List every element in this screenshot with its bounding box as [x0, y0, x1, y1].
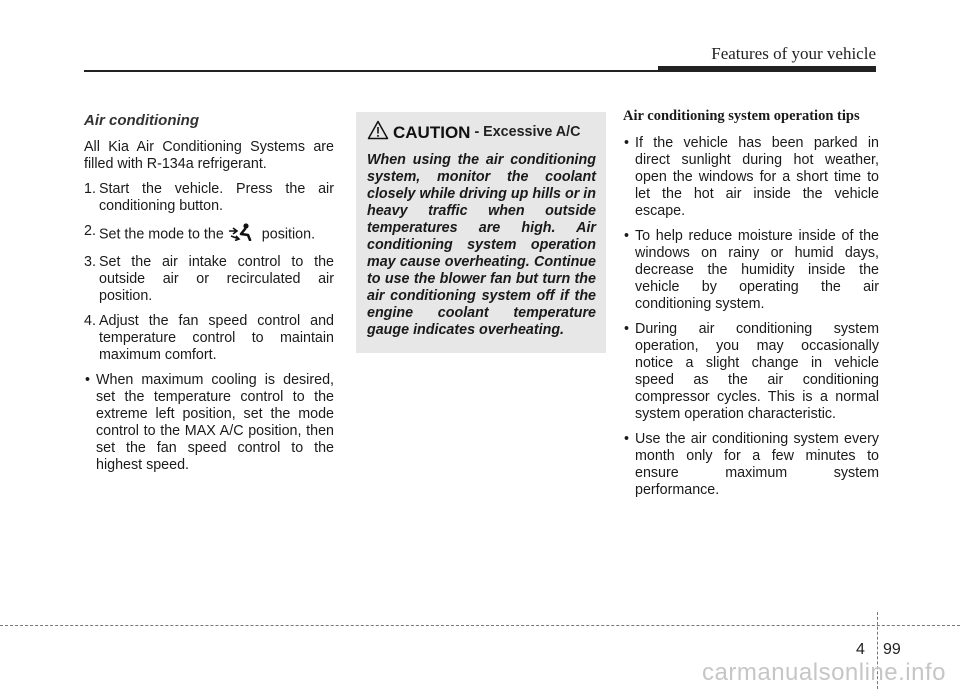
chapter-number: 4	[856, 641, 865, 658]
tips-heading: Air conditioning system operation tips	[623, 108, 860, 124]
caution-text: When using the air conditioning system, monitor the coolant closely while driving up hills or in heavy traffic when outside temperatures are high. Air conditioning system operation may cause overheating. Continue to use the blower fan but turn the air conditioning system off if the engine coolant temperature gauge indicates overheating.	[367, 152, 596, 338]
step-item	[84, 254, 334, 305]
bullet-dot: •	[624, 135, 630, 151]
bullet-item	[84, 372, 334, 474]
bullet-dot: •	[624, 321, 630, 337]
step-text-after: position.	[261, 226, 316, 243]
bullet-dot: •	[624, 431, 630, 447]
step-text: Start the vehicle. Press the air conditioning button.	[99, 181, 334, 214]
step-item	[84, 223, 334, 246]
tip-item	[623, 135, 879, 220]
step-number: 1.	[84, 181, 96, 197]
tip-item	[623, 228, 879, 313]
tip-text: Use the air conditioning system every month only for a few minutes to ensure maximum system performance.	[635, 431, 879, 498]
bullet-dot: •	[85, 372, 91, 388]
left-column	[84, 108, 334, 482]
caution-title	[367, 120, 596, 145]
tip-item	[623, 431, 879, 499]
tip-text: During air conditioning system operation, you may occasionally notice a slight change in vehicle speed as the air conditioning compressor cycles. This is a normal system operation characteristic.	[635, 321, 879, 422]
caution-box	[356, 112, 606, 353]
floor-mode-icon	[228, 223, 256, 246]
header-rule-accent	[658, 66, 876, 72]
tip-text: If the vehicle has been parked in direct sunlight during hot weather, open the windows for a short time to let the hot air inside the vehicle escape.	[635, 135, 879, 219]
footer-rule	[0, 625, 960, 626]
step-number: 2.	[84, 223, 96, 239]
tip-item	[623, 321, 879, 423]
step-text: Set the air intake control to the outside air or recirculated air position.	[99, 254, 334, 304]
step-number: 3.	[84, 254, 96, 270]
bullet-text: When maximum cooling is desired, set the temperature control to the extreme left position, set the mode control to the MAX A/C position, then set the fan speed control to the highest speed.	[96, 372, 334, 473]
step-item	[84, 181, 334, 215]
caution-word: CAUTION	[393, 123, 471, 142]
middle-column	[356, 108, 606, 353]
tip-text: To help reduce moisture inside of the windows on rainy or humid days, decrease the humidity inside the vehicle by operating the air conditioning system.	[635, 228, 879, 312]
section-heading: Air conditioning	[84, 112, 199, 129]
step-text: Adjust the fan speed control and temperature control to maintain maximum comfort.	[99, 313, 334, 363]
caution-subtitle: - Excessive A/C	[474, 124, 581, 140]
page-header-title: Features of your vehicle	[711, 44, 876, 63]
intro-paragraph: All Kia Air Conditioning Systems are filled with R-134a refrigerant.	[84, 139, 334, 172]
right-column	[623, 108, 879, 507]
bullet-dot: •	[624, 228, 630, 244]
warning-triangle-icon	[367, 120, 389, 145]
page-number: 99	[883, 641, 901, 658]
watermark[interactable]: carmanualsonline.info	[702, 659, 946, 686]
step-number: 4.	[84, 313, 96, 329]
step-item	[84, 313, 334, 364]
step-text: Set the mode to the	[99, 226, 224, 243]
